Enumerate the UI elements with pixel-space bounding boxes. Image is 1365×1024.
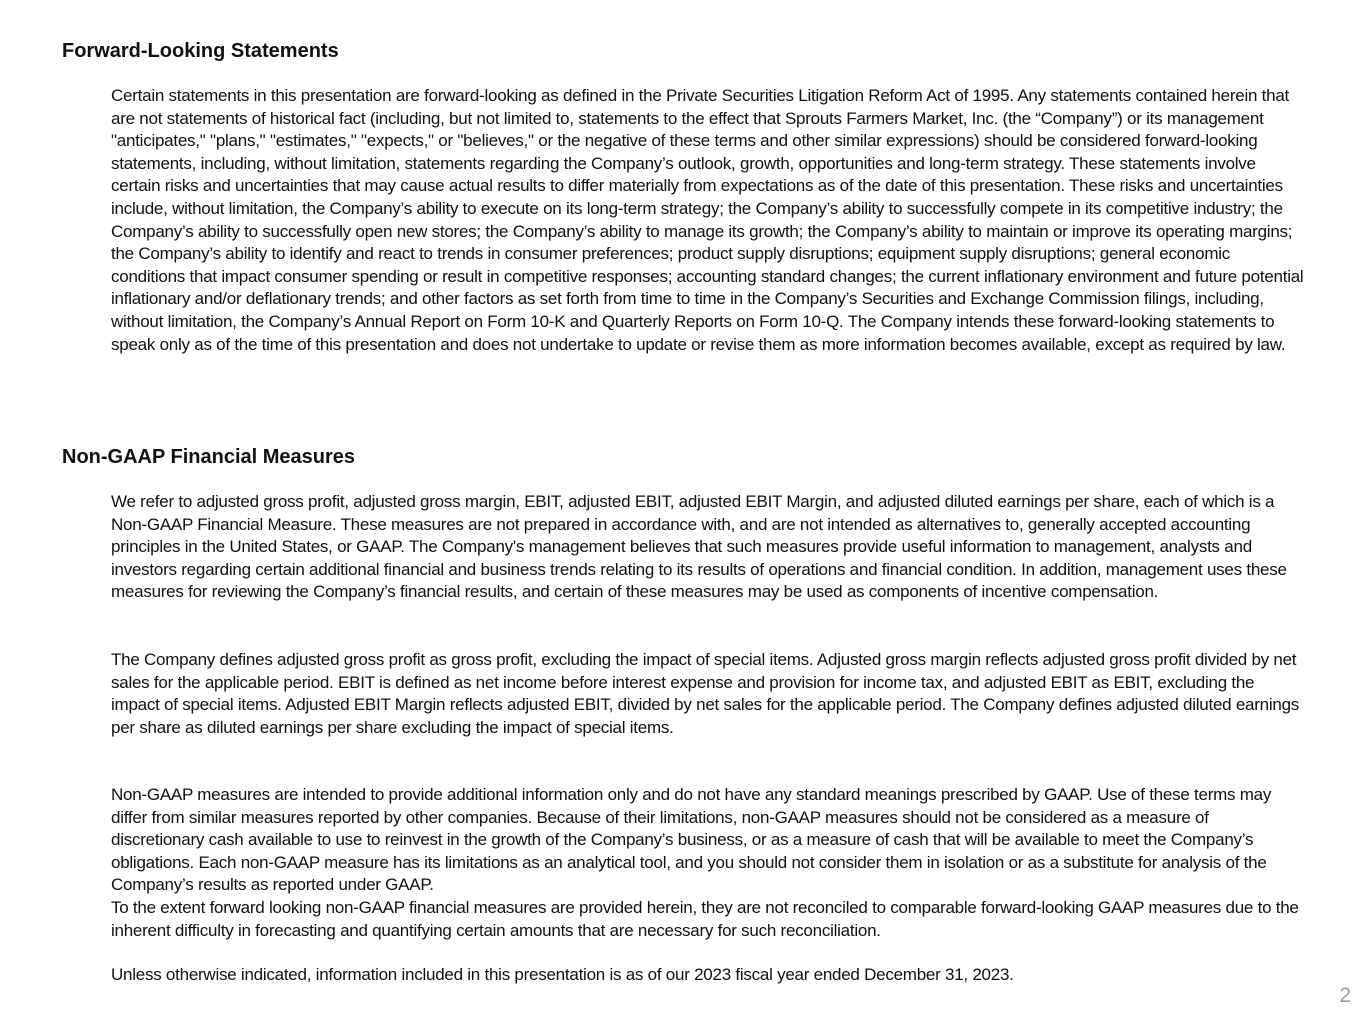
page-number: 2 [1339,984,1351,1007]
forward-looking-paragraph: Certain statements in this presentation are forward-looking as defined in the Private Securities Litigation Reform Act of 1995. Any statements contained herein that are not statements of historical fact (including, but not limited to, statements to the effect that Sprouts Farmers Market, Inc. (the “Company”) or its management "anticipates," "plans," "estimates," "expects," or "believes," or the negative of these terms and other similar expressions) should be considered forward-looking statements, including, without limitation, statements regarding the Company’s outlook, growth, opportunities and long-term strategy. These statements involve certain risks and uncertainties that may cause actual results to differ materially from expectations as of the date of this presentation. These risks and uncertainties include, without limitation, the Company’s ability to execute on its long-term strategy; the Company’s ability to successfully compete in its competitive industry; the Company’s ability to successfully open new stores; the Company’s ability to manage its growth; the Company’s ability to maintain or improve its operating margins; the Company’s ability to identify and react to trends in consumer preferences; product supply disruptions; equipment supply disruptions; general economic conditions that impact consumer spending or result in competitive responses; accounting standard changes; the current inflationary environment and future potential inflationary and/or deflationary trends; and other factors as set forth from time to time in the Company’s Securities and Exchange Commission filings, including, without limitation, the Company’s Annual Report on Form 10-K and Quarterly Reports on Form 10-Q. The Company intends these forward-looking statements to speak only as of the time of this presentation and does not undertake to update or revise them as more information becomes available, except as required by law. [111,86,1304,354]
forward-looking-heading: Forward-Looking Statements [62,40,339,62]
non-gaap-heading: Non-GAAP Financial Measures [62,446,356,468]
non-gaap-paragraph-3: Non-GAAP measures are intended to provide additional information only and do not have any standard meanings prescribed by GAAP. Use of these terms may differ from similar measures reported by other companies. Because of their limitations, non-GAAP measures should not be considered as a measure of discretionary cash available to use to reinvest in the growth of the Company’s business, or as a measure of cash that will be available to meet the Company’s obligations. Each non-GAAP measure has its limitations as an analytical tool, and you should not consider them in isolation or as a substitute for analysis of the Company’s results as reported under GAAP. [111,785,1272,895]
non-gaap-paragraph-2: The Company defines adjusted gross profit as gross profit, excluding the impact of special items. Adjusted gross margin reflects adjusted gross profit divided by net sales for the applicable period. EBIT is defined as net income before interest expense and provision for income tax, and adjusted EBIT as EBIT, excluding the impact of special items. Adjusted EBIT Margin reflects adjusted EBIT, divided by net sales for the applicable period. The Company defines adjusted diluted earnings per share as diluted earnings per share excluding the impact of special items. [111,650,1300,737]
non-gaap-paragraph-3-continued: To the extent forward looking non-GAAP financial measures are provided herein, they are not reconciled to comparable forward-looking GAAP measures due to the inherent difficulty in forecasting and quantifying certain amounts that are necessary for such reconciliation. [111,898,1299,940]
fiscal-year-note: Unless otherwise indicated, information included in this presentation is as of our 2023 fiscal year ended December 31, 2023. [111,965,1014,984]
non-gaap-paragraph-1: We refer to adjusted gross profit, adjusted gross margin, EBIT, adjusted EBIT, adjusted EBIT Margin, and adjusted diluted earnings per share, each of which is a Non-GAAP Financial Measure. These measures are not prepared in accordance with, and are not intended as alternatives to, generally accepted accounting principles in the United States, or GAAP. The Company's management believes that such measures provide useful information to management, analysts and investors regarding certain additional financial and business trends relating to its results of operations and financial condition. In addition, management uses these measures for reviewing the Company’s financial results, and certain of these measures may be used as components of incentive compensation. [111,492,1287,602]
